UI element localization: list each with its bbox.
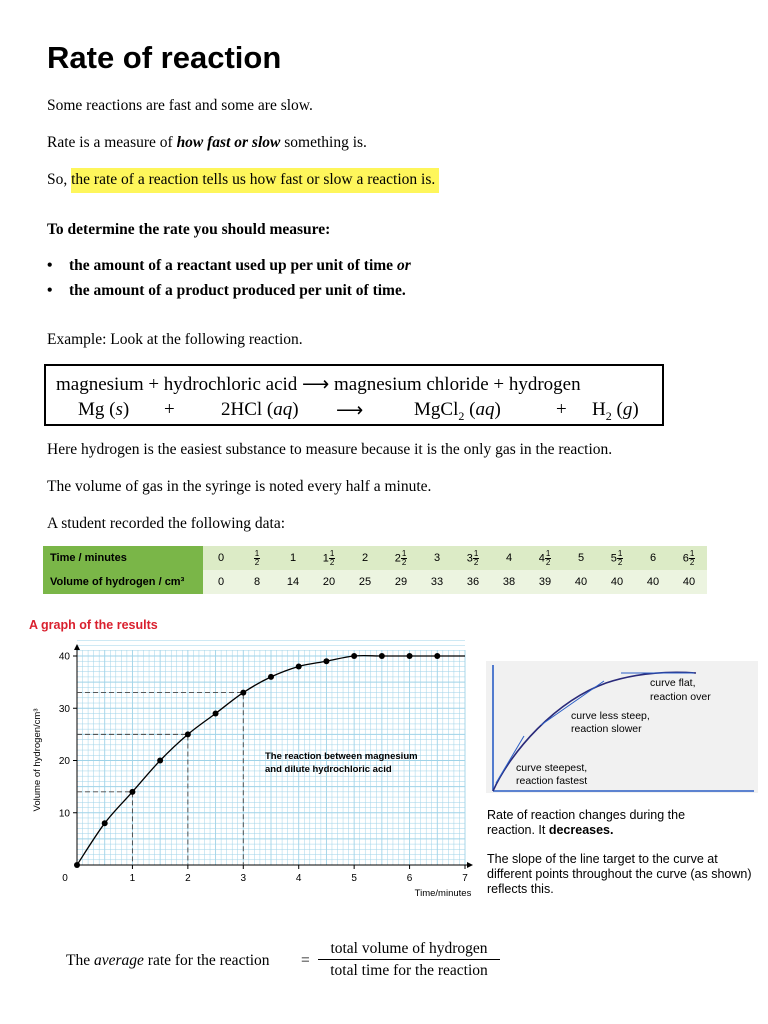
table-cell-time: 2 $\frac{1}{2}$ [383, 546, 419, 570]
y-tick-label: 30 [58, 703, 70, 715]
measure-item-reactant-text: the amount of a reactant used up per unit of time [69, 257, 397, 274]
table-cell-time: 6 [635, 546, 671, 570]
page-title: Rate of reaction [47, 40, 282, 75]
table-cell-time: 6 $\frac{1}{2}$ [671, 546, 707, 570]
symbol-mgcl2-text: MgCl [414, 399, 459, 420]
symbol-mgcl2: MgCl$_2$ (aq) [414, 399, 501, 423]
table-cell-volume: 33 [419, 570, 455, 594]
formula-pre: The [66, 952, 94, 969]
data-point [407, 653, 413, 659]
state-s: s [115, 399, 123, 420]
highlighted-definition: the rate of a reaction tells us how fast or slow a reaction is. [71, 168, 439, 193]
table-cell-time: 2 [347, 546, 383, 570]
symbol-mg: Mg (s) [78, 399, 130, 420]
data-point [351, 653, 357, 659]
y-tick-label: 20 [58, 756, 70, 767]
table-cell-time: 5 [563, 546, 599, 570]
data-point [296, 663, 302, 669]
table-cell-volume: 29 [383, 570, 419, 594]
table-cell-time: $\frac{1}{2}$ [239, 546, 275, 570]
table-cell-time: 4 [491, 546, 527, 570]
intro-line-3-pre: So, [47, 171, 72, 188]
intro-line-3 [47, 171, 439, 189]
formula-average: average [93, 952, 144, 969]
x-tick-label: 2 [185, 873, 191, 884]
intro-line-2 [47, 134, 367, 152]
reaction-arrow: ⟶ [336, 400, 364, 421]
table-cell-time: 1 $\frac{1}{2}$ [311, 546, 347, 570]
measure-list [47, 256, 411, 306]
formula-numerator: total volume of hydrogen [318, 940, 500, 960]
table-cell-volume: 40 [563, 570, 599, 594]
table-cell-volume: 36 [455, 570, 491, 594]
table-cell-volume: 38 [491, 570, 527, 594]
data-point [185, 731, 191, 737]
table-row-times [43, 546, 707, 570]
intro-line-2-post: something is. [280, 134, 367, 151]
table-cell-volume: 40 [599, 570, 635, 594]
table-cell-time: 0 [203, 546, 239, 570]
graph-title: A graph of the results [29, 618, 158, 632]
data-point [74, 862, 80, 868]
x-axis-label: Time/minutes [414, 888, 472, 899]
y-tick-label: 40 [58, 651, 70, 663]
table-cell-time: 5 $\frac{1}{2}$ [599, 546, 635, 570]
table-cell-volume: 20 [311, 570, 347, 594]
intro-line-1: Some reactions are fast and some are slow. [47, 97, 313, 114]
table-cell-volume: 14 [275, 570, 311, 594]
bullet-icon: • [47, 282, 53, 299]
x-tick-label: 0 [62, 873, 68, 884]
state-g: g [622, 399, 633, 420]
symbol-hcl-text: 2HCl ( [221, 399, 274, 420]
symbol-mg-text: Mg ( [78, 399, 116, 420]
results-table [43, 546, 707, 594]
x-tick-label: 1 [129, 873, 136, 884]
data-point [379, 653, 385, 659]
table-cell-time: 1 [275, 546, 311, 570]
symbol-hcl: 2HCl (aq) [221, 399, 299, 420]
table-cell-volume: 40 [635, 570, 671, 594]
data-point [323, 658, 329, 664]
table-header-time: Time / minutes [43, 546, 203, 570]
example-intro: Example: Look at the following reaction. [47, 331, 303, 348]
data-point [129, 789, 135, 795]
side-paragraph-1-bold: decreases. [548, 823, 614, 837]
table-cell-volume: 40 [671, 570, 707, 594]
data-point [102, 820, 108, 826]
annotation-steepest: curve steepest, reaction fastest [516, 762, 588, 787]
x-tick-label: 5 [351, 873, 357, 884]
y-axis-arrow-icon [74, 644, 80, 650]
data-point [157, 758, 163, 764]
y-tick-label: 10 [58, 808, 70, 820]
plus-sign: + [556, 399, 567, 420]
table-cell-volume: 8 [239, 570, 275, 594]
x-tick-label: 4 [295, 873, 302, 884]
formula-denominator: total time for the reaction [330, 962, 488, 979]
side-paragraph-2: The slope of the line target to the curve at different points throughout the curve (as shown) reflects this. [487, 852, 752, 896]
recorded-note: A student recorded the following data: [47, 515, 286, 532]
x-axis-arrow-icon [467, 862, 473, 868]
measure-item-product-text: the amount of a product produced per unit of time. [69, 282, 406, 299]
table-cell-time: 3 $\frac{1}{2}$ [455, 546, 491, 570]
formula-equals: = [301, 952, 310, 969]
plus-sign: + [164, 399, 175, 420]
intro-line-2-emphasis: how fast or slow [176, 134, 281, 151]
measure-item-product [47, 281, 411, 306]
chart-annotation: The reaction between magnesium and dilute hydrochloric acid [265, 751, 418, 775]
intro-line-2-pre: Rate is a measure of [47, 134, 177, 151]
formula-label [66, 952, 270, 970]
table-header-volume: Volume of hydrogen / cm³ [43, 570, 203, 594]
measure-item-reactant [47, 256, 411, 281]
table-cell-volume: 39 [527, 570, 563, 594]
word-equation: magnesium + hydrochloric acid ⟶ magnesium chloride + hydrogen [56, 374, 581, 395]
hydrogen-note: Here hydrogen is the easiest substance to measure because it is the only gas in the reaction. [47, 441, 613, 458]
table-cell-time: 3 [419, 546, 455, 570]
rate-sketch [486, 661, 758, 793]
formula-post: rate for the reaction [143, 952, 270, 969]
results-chart [25, 638, 480, 902]
y-axis-label: Volume of hydrogen/cm³ [32, 708, 43, 812]
table-cell-volume: 0 [203, 570, 239, 594]
table-row-volumes [43, 570, 707, 594]
side-paragraph-1 [487, 808, 727, 838]
annotation-flat: curve flat, reaction over [650, 677, 711, 703]
symbol-h2: $H_2$ (g) [592, 399, 639, 423]
data-point [434, 653, 440, 659]
syringe-note: The volume of gas in the syringe is noted every half a minute. [47, 478, 432, 495]
symbol-h2-text: H [592, 399, 606, 420]
annotation-less-steep: curve less steep, reaction slower [571, 710, 650, 735]
table-cell-volume: 25 [347, 570, 383, 594]
side-paragraph-1-text: Rate of reaction changes during the reaction. It [487, 808, 686, 837]
state-aq: aq [475, 399, 495, 420]
x-tick-label: 3 [240, 873, 247, 884]
data-point [268, 674, 274, 680]
measure-item-or: or [396, 257, 411, 274]
subscript-2: 2 [605, 408, 612, 423]
determine-heading: To determine the rate you should measure: [47, 221, 331, 238]
state-aq: aq [273, 399, 293, 420]
bullet-icon: • [47, 257, 53, 274]
x-tick-label: 7 [462, 873, 468, 884]
subscript-2: 2 [458, 408, 465, 423]
table-cell-time: 4 $\frac{1}{2}$ [527, 546, 563, 570]
x-tick-label: 6 [406, 873, 413, 884]
data-point [240, 690, 246, 696]
equation-box [44, 364, 664, 426]
data-point [213, 710, 219, 716]
